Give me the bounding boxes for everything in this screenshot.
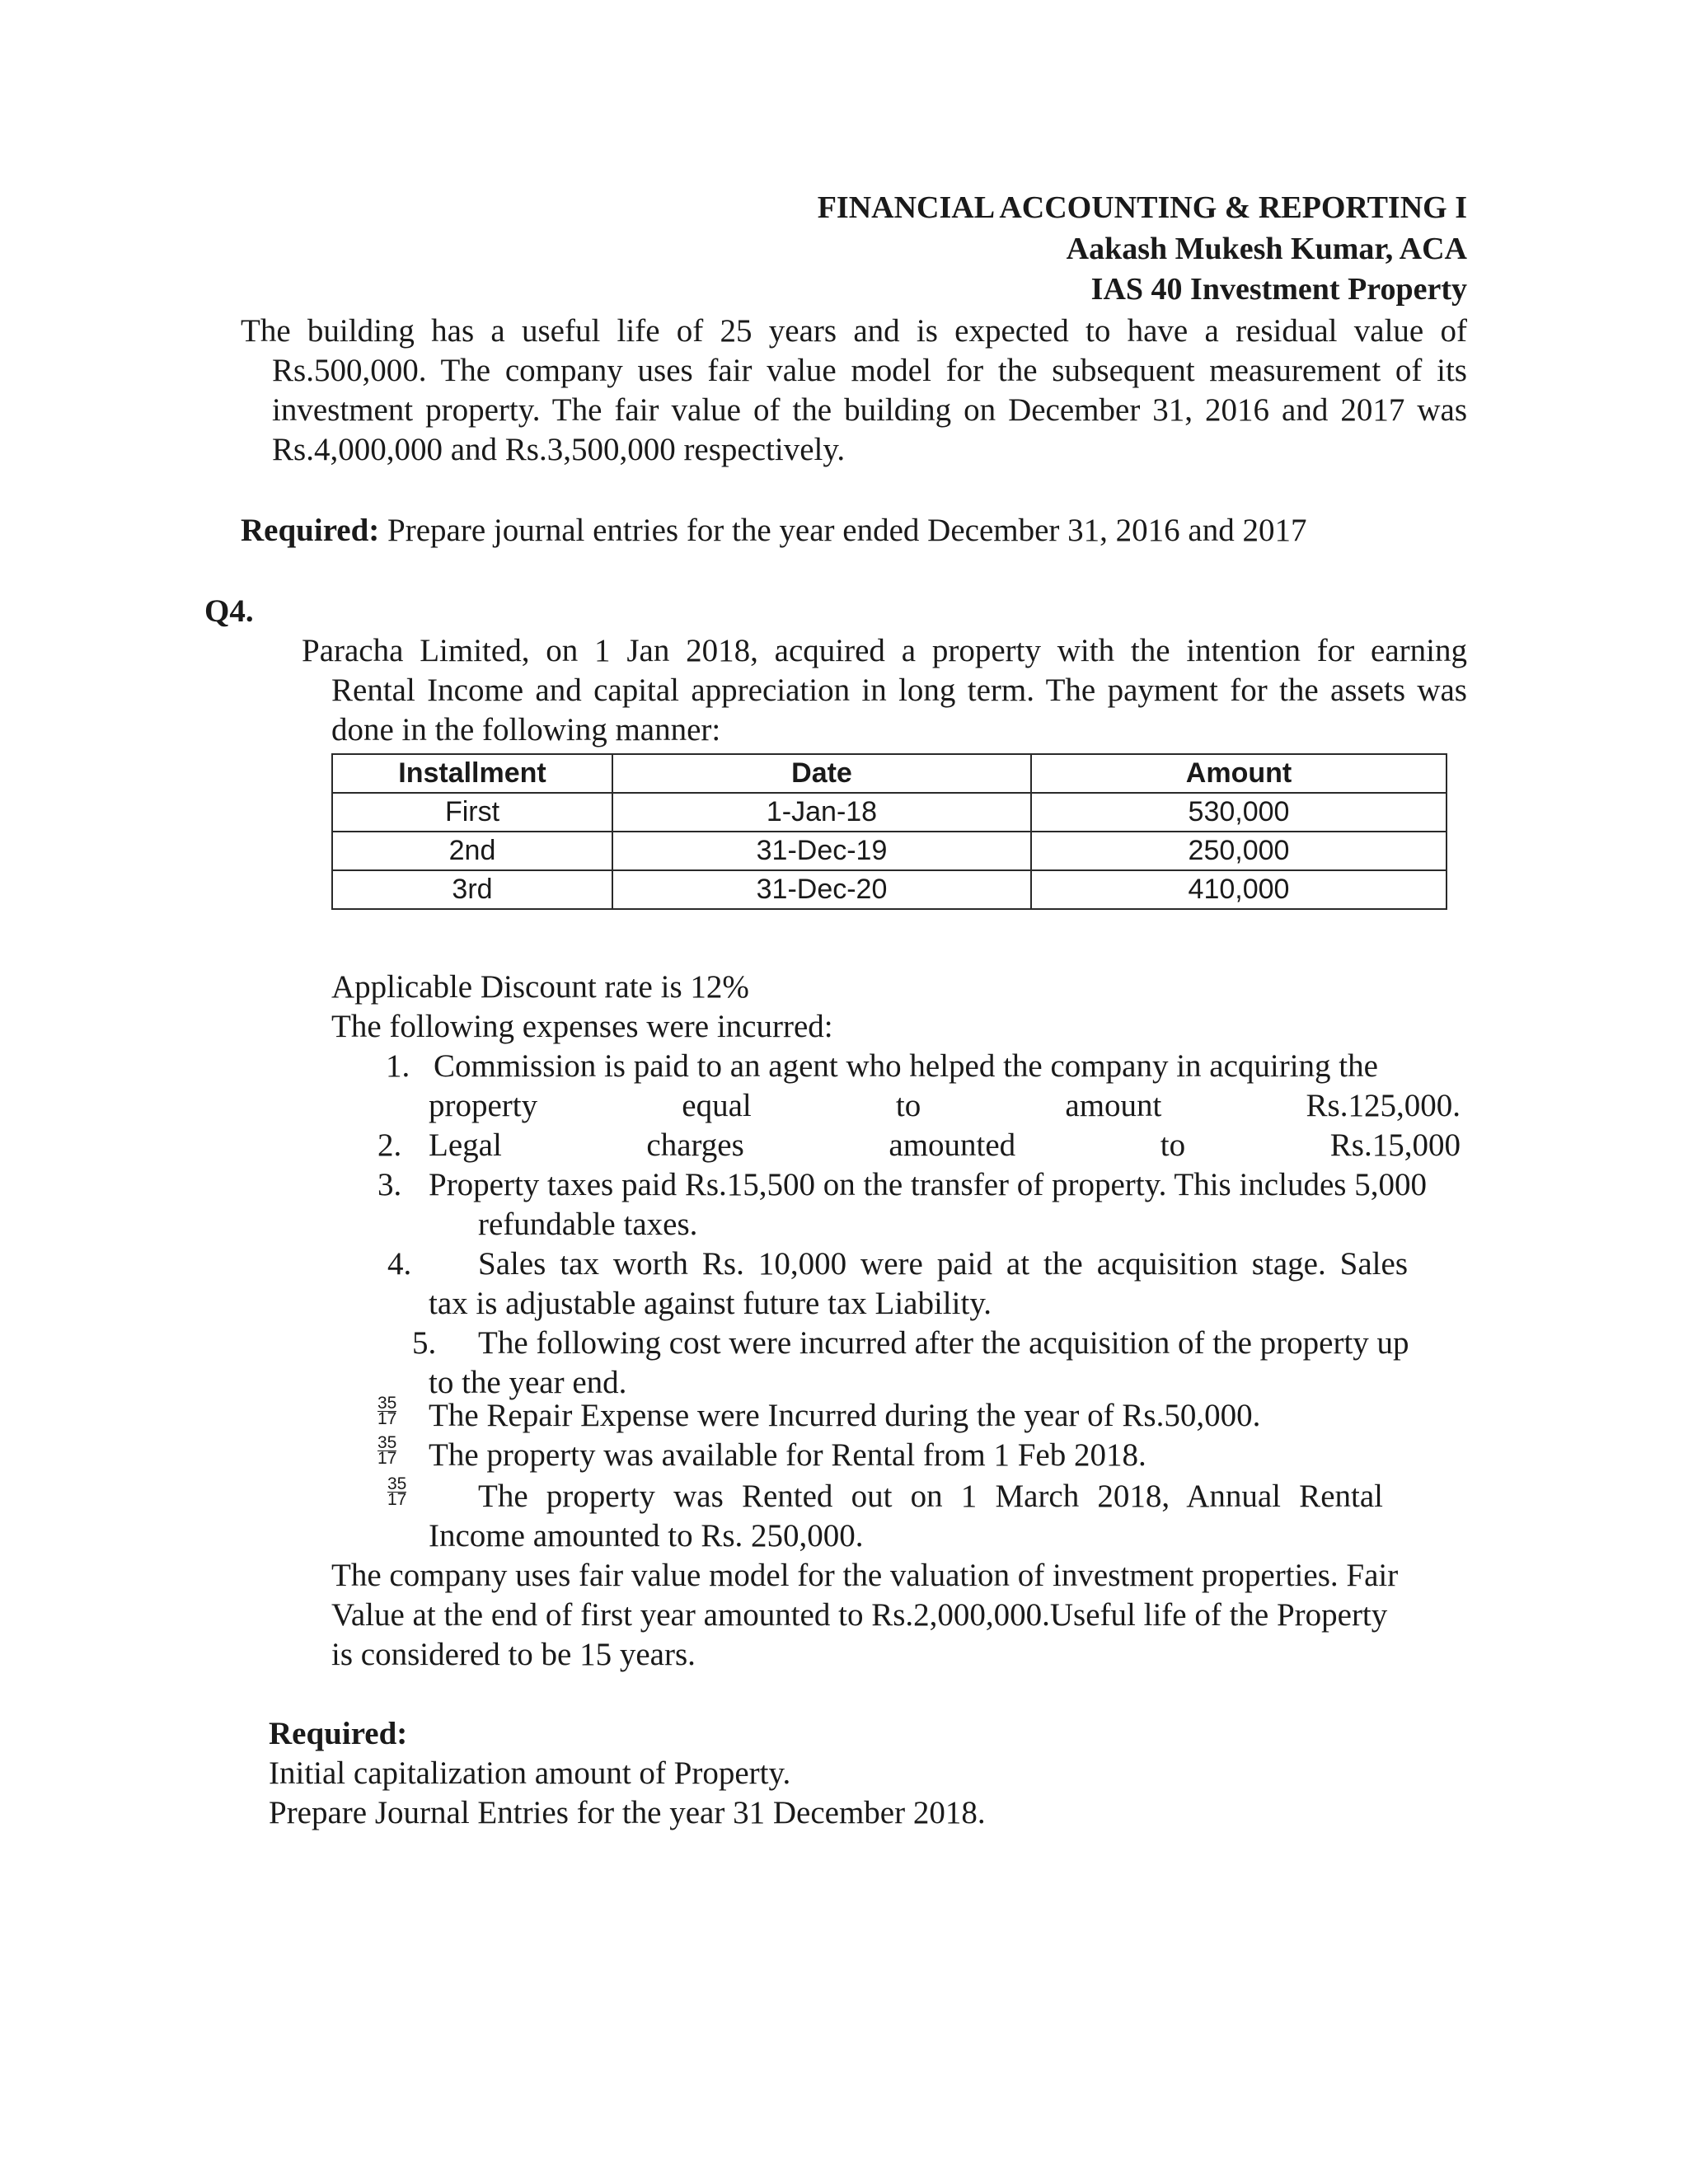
list-item: to the year end.: [429, 1365, 627, 1400]
required-item: Initial capitalization amount of Property.: [269, 1755, 791, 1791]
cell-date: 31-Dec-20: [612, 870, 1031, 909]
list-item: refundable taxes.: [478, 1207, 698, 1242]
cell-installment: 3rd: [332, 870, 612, 909]
cell-date: 1-Jan-18: [612, 793, 1031, 832]
fraction-marker: 35 17: [377, 1394, 397, 1428]
required-section-1: [241, 511, 1306, 551]
closing-line: Value at the end of first year amounted to Rs.2,000,000.Useful life of the Property: [331, 1597, 1388, 1633]
word: property: [429, 1088, 538, 1123]
expenses-intro: The following expenses were incurred:: [331, 1009, 833, 1044]
course-title: FINANCIAL ACCOUNTING & REPORTING I: [817, 190, 1467, 225]
sub-item: Income amounted to Rs. 250,000.: [429, 1518, 864, 1554]
q4-para-line: Rental Income and capital appreciation in long term. The payment for the assets was: [331, 673, 1467, 708]
word: amounted: [889, 1127, 1016, 1163]
word: Rs.15,000: [1329, 1127, 1461, 1163]
table-row: [332, 870, 1447, 909]
author-name: Aakash Mukesh Kumar, ACA: [1066, 232, 1467, 266]
header-amount: Amount: [1031, 754, 1447, 793]
cell-amount: 530,000: [1031, 793, 1447, 832]
word: to: [895, 1088, 921, 1123]
q4-para-line: done in the following manner:: [331, 712, 721, 748]
word: amount: [1065, 1088, 1162, 1123]
installment-table: [331, 753, 1447, 910]
required-label: Required:: [269, 1716, 408, 1751]
list-item: Property taxes paid Rs.15,500 on the transfer of property. This includes 5,000: [429, 1167, 1427, 1202]
list-number: 2.: [377, 1127, 402, 1163]
topic-title: IAS 40 Investment Property: [1090, 272, 1467, 307]
list-number: 4.: [387, 1246, 412, 1282]
list-number: 3.: [377, 1167, 402, 1202]
list-number: 1.: [386, 1048, 410, 1084]
sub-item: The property was Rented out on 1 March 2018, Annual Rental: [478, 1479, 1383, 1514]
list-item: The following cost were incurred after the acquisition of the property up: [478, 1325, 1409, 1361]
intro-line: The building has a useful life of 25 years and is expected to have a residual value of: [241, 313, 1467, 349]
list-item: [429, 1126, 1461, 1165]
list-item: Sales tax worth Rs. 10,000 were paid at the acquisition stage. Sales: [478, 1246, 1408, 1282]
list-item: [429, 1086, 1461, 1126]
list-item: Commission is paid to an agent who helped the company in acquiring the: [434, 1048, 1378, 1084]
intro-line: investment property. The fair value of the building on December 31, 2016 and 2017 was: [272, 392, 1467, 428]
list-number: 5.: [412, 1325, 437, 1361]
closing-line: The company uses fair value model for the valuation of investment properties. Fair: [331, 1558, 1399, 1593]
cell-date: 31-Dec-19: [612, 832, 1031, 870]
q4-para-line: Paracha Limited, on 1 Jan 2018, acquired a property with the intention for earning: [302, 633, 1467, 668]
fraction-marker: 35 17: [387, 1474, 407, 1509]
question-number: Q4.: [204, 593, 254, 629]
cell-amount: 250,000: [1031, 832, 1447, 870]
header-installment: Installment: [332, 754, 612, 793]
word: to: [1160, 1127, 1186, 1163]
table-header-row: [332, 754, 1447, 793]
sub-item: The property was available for Rental from 1 Feb 2018.: [429, 1437, 1146, 1473]
intro-line: Rs.500,000. The company uses fair value model for the subsequent measurement of its: [272, 353, 1467, 388]
word: equal: [682, 1088, 752, 1123]
list-item: tax is adjustable against future tax Liability.: [429, 1286, 992, 1321]
cell-amount: 410,000: [1031, 870, 1447, 909]
required-item: Prepare Journal Entries for the year 31 December 2018.: [269, 1795, 986, 1830]
closing-line: is considered to be 15 years.: [331, 1637, 696, 1672]
word: Rs.125,000.: [1306, 1088, 1461, 1123]
word: Legal: [429, 1127, 502, 1163]
required-label: Required:: [241, 513, 380, 548]
discount-rate: Applicable Discount rate is 12%: [331, 969, 749, 1005]
sub-item: The Repair Expense were Incurred during the year of Rs.50,000.: [429, 1398, 1261, 1433]
cell-installment: First: [332, 793, 612, 832]
table-row: [332, 832, 1447, 870]
required-text: Prepare journal entries for the year ended December 31, 2016 and 2017: [379, 513, 1307, 548]
intro-line: Rs.4,000,000 and Rs.3,500,000 respectively.: [272, 432, 846, 467]
cell-installment: 2nd: [332, 832, 612, 870]
table-row: [332, 793, 1447, 832]
word: charges: [646, 1127, 744, 1163]
header-date: Date: [612, 754, 1031, 793]
fraction-marker: 35 17: [377, 1433, 397, 1468]
